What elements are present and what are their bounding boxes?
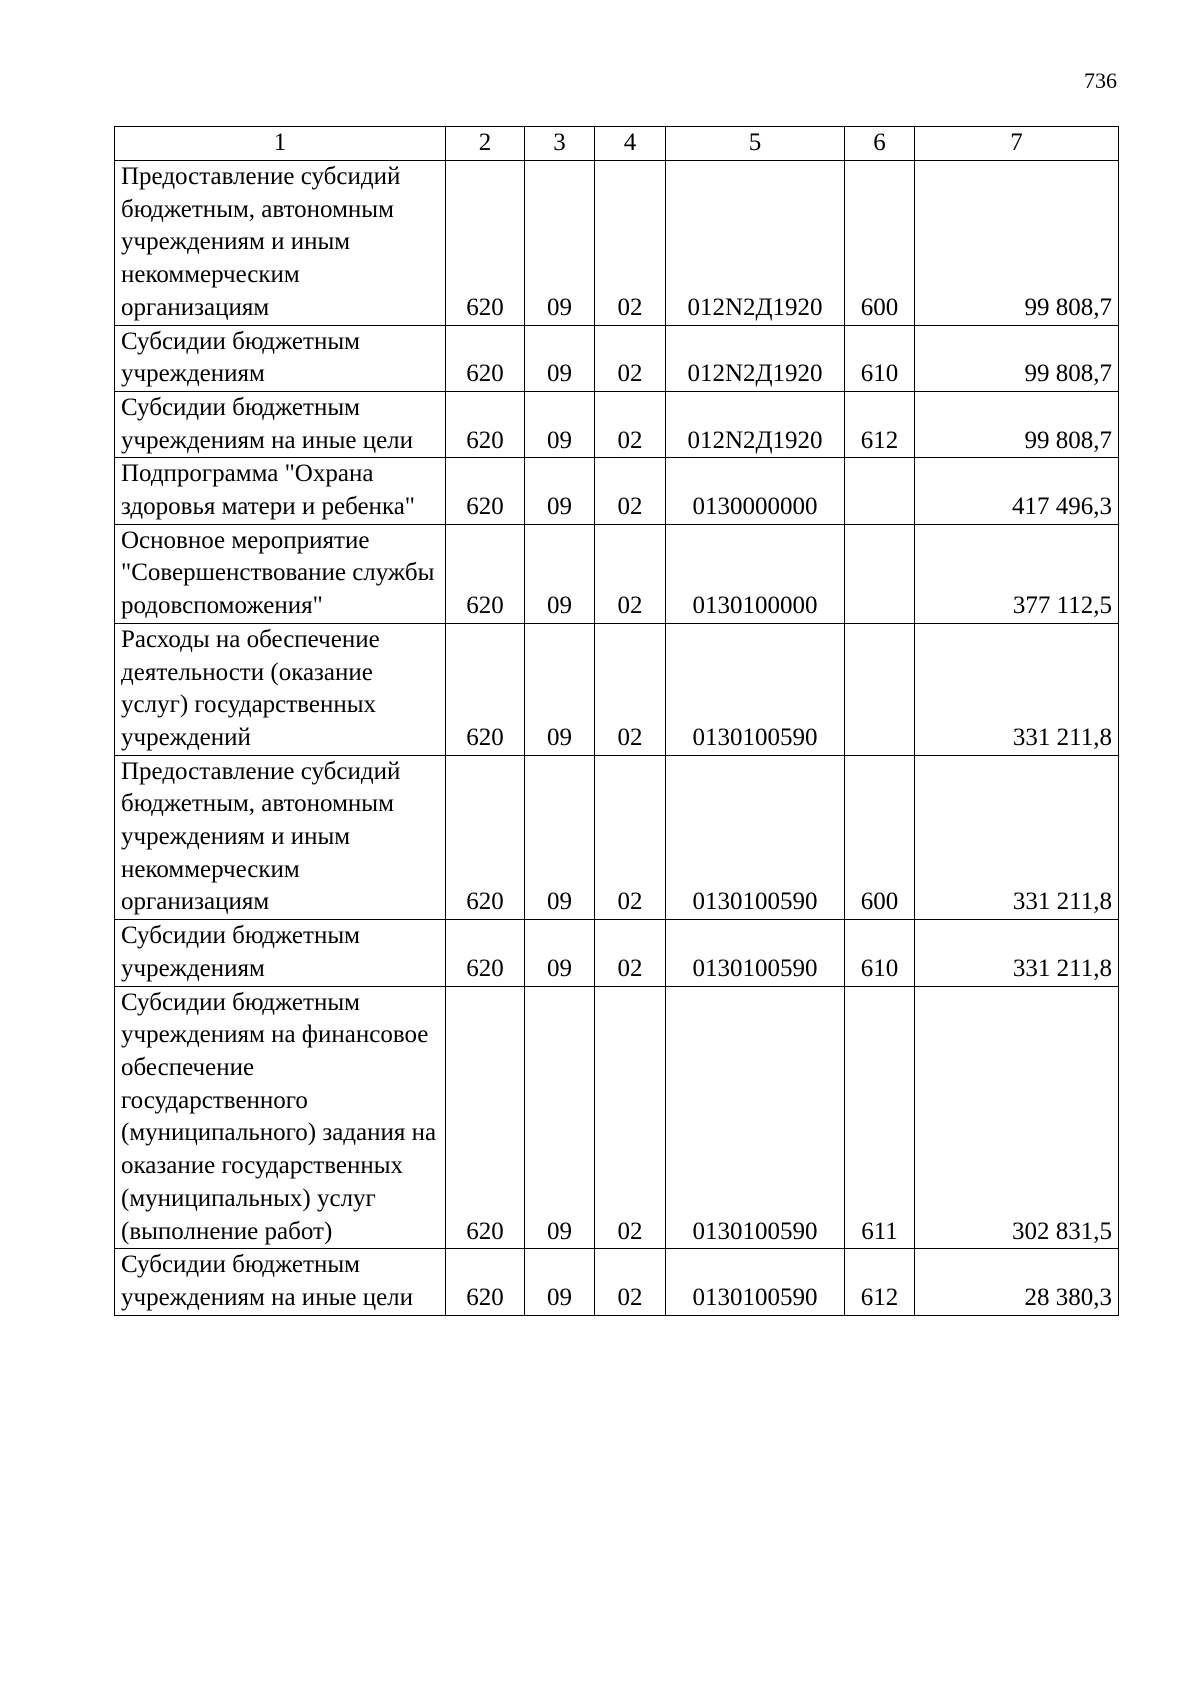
row-ministry-cell: 620 (446, 920, 525, 986)
row-subsection-cell: 02 (595, 623, 666, 755)
row-amount-cell: 417 496,3 (915, 458, 1119, 524)
column-header: 6 (845, 127, 915, 161)
row-ministry-cell: 620 (446, 1249, 525, 1315)
row-ministry-cell: 620 (446, 524, 525, 623)
row-ministry-cell: 620 (446, 391, 525, 457)
row-amount-cell: 377 112,5 (915, 524, 1119, 623)
row-amount-cell: 99 808,7 (915, 161, 1119, 326)
table-row (115, 524, 1119, 623)
row-ministry-cell: 620 (446, 623, 525, 755)
row-section-cell: 09 (525, 986, 595, 1249)
row-section-cell: 09 (525, 161, 595, 326)
row-section-cell: 09 (525, 755, 595, 920)
column-header: 2 (446, 127, 525, 161)
row-subsection-cell: 02 (595, 920, 666, 986)
row-name-cell: Субсидии бюджетным учреждениям (115, 325, 446, 391)
row-name-cell: Предоставление субсидий бюджетным, автономным учреждениям и иным некоммерческим организациям (115, 161, 446, 326)
row-name-cell: Предоставление субсидий бюджетным, автономным учреждениям и иным некоммерческим организациям (115, 755, 446, 920)
row-subsection-cell: 02 (595, 325, 666, 391)
row-section-cell: 09 (525, 623, 595, 755)
row-type-cell (845, 524, 915, 623)
table-row (115, 986, 1119, 1249)
row-target-cell: 0130100590 (666, 623, 845, 755)
row-subsection-cell: 02 (595, 986, 666, 1249)
row-type-cell: 610 (845, 325, 915, 391)
row-subsection-cell: 02 (595, 1249, 666, 1315)
column-header: 3 (525, 127, 595, 161)
table-row (115, 920, 1119, 986)
row-target-cell: 0130100590 (666, 986, 845, 1249)
row-section-cell: 09 (525, 458, 595, 524)
budget-table (114, 126, 1119, 1316)
row-amount-cell: 331 211,8 (915, 920, 1119, 986)
table-body (115, 161, 1119, 1316)
row-section-cell: 09 (525, 391, 595, 457)
column-header: 4 (595, 127, 666, 161)
row-section-cell: 09 (525, 325, 595, 391)
row-amount-cell: 99 808,7 (915, 325, 1119, 391)
row-amount-cell: 302 831,5 (915, 986, 1119, 1249)
row-amount-cell: 99 808,7 (915, 391, 1119, 457)
table-row (115, 161, 1119, 326)
table-row (115, 755, 1119, 920)
row-section-cell: 09 (525, 524, 595, 623)
row-target-cell: 0130100590 (666, 920, 845, 986)
row-ministry-cell: 620 (446, 325, 525, 391)
row-target-cell: 0130100590 (666, 755, 845, 920)
row-subsection-cell: 02 (595, 755, 666, 920)
row-amount-cell: 28 380,3 (915, 1249, 1119, 1315)
row-name-cell: Субсидии бюджетным учреждениям на иные цели (115, 391, 446, 457)
row-subsection-cell: 02 (595, 458, 666, 524)
row-name-cell: Подпрограмма "Охрана здоровья матери и ребенка" (115, 458, 446, 524)
row-subsection-cell: 02 (595, 524, 666, 623)
table-row (115, 391, 1119, 457)
row-name-cell: Субсидии бюджетным учреждениям (115, 920, 446, 986)
row-amount-cell: 331 211,8 (915, 755, 1119, 920)
row-ministry-cell: 620 (446, 161, 525, 326)
page-number: 736 (1084, 68, 1117, 93)
column-header: 5 (666, 127, 845, 161)
row-target-cell: 012N2Д1920 (666, 161, 845, 326)
row-type-cell: 611 (845, 986, 915, 1249)
row-subsection-cell: 02 (595, 161, 666, 326)
row-name-cell: Субсидии бюджетным учреждениям на финансовое обеспечение государственного (муниципального) задания на оказание государственных (муниципальных) услуг (выполнение работ) (115, 986, 446, 1249)
row-section-cell: 09 (525, 1249, 595, 1315)
row-type-cell (845, 623, 915, 755)
row-target-cell: 012N2Д1920 (666, 325, 845, 391)
row-target-cell: 0130100000 (666, 524, 845, 623)
column-header: 1 (115, 127, 446, 161)
row-name-cell: Основное мероприятие "Совершенствование службы родовспоможения" (115, 524, 446, 623)
row-target-cell: 012N2Д1920 (666, 391, 845, 457)
row-subsection-cell: 02 (595, 391, 666, 457)
table-row (115, 1249, 1119, 1315)
column-header: 7 (915, 127, 1119, 161)
row-name-cell: Субсидии бюджетным учреждениям на иные цели (115, 1249, 446, 1315)
row-target-cell: 0130100590 (666, 1249, 845, 1315)
row-type-cell: 600 (845, 161, 915, 326)
row-type-cell: 612 (845, 1249, 915, 1315)
row-name-cell: Расходы на обеспечение деятельности (оказание услуг) государственных учреждений (115, 623, 446, 755)
row-section-cell: 09 (525, 920, 595, 986)
table-row (115, 325, 1119, 391)
row-type-cell: 600 (845, 755, 915, 920)
row-target-cell: 0130000000 (666, 458, 845, 524)
table-row (115, 623, 1119, 755)
row-ministry-cell: 620 (446, 986, 525, 1249)
row-ministry-cell: 620 (446, 458, 525, 524)
header-row (115, 127, 1119, 161)
row-type-cell: 612 (845, 391, 915, 457)
table-row (115, 458, 1119, 524)
row-ministry-cell: 620 (446, 755, 525, 920)
row-type-cell (845, 458, 915, 524)
row-amount-cell: 331 211,8 (915, 623, 1119, 755)
row-type-cell: 610 (845, 920, 915, 986)
